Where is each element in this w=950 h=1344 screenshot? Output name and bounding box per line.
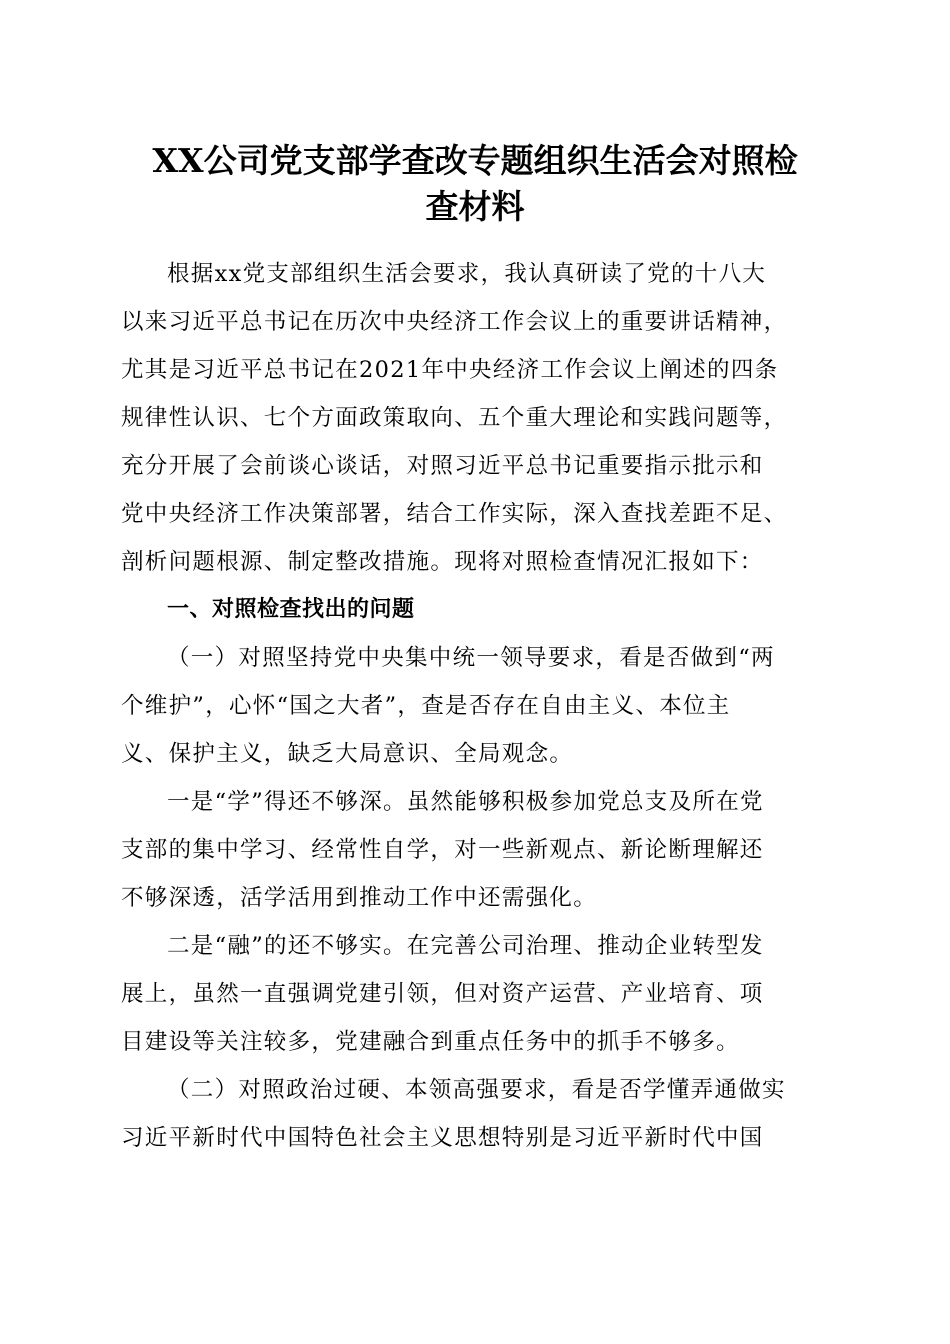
body-line: 习近平新时代中国特色社会主义思想特别是习近平新时代中国 [121,1125,764,1151]
section-heading: 一、对照检查找出的问题 [167,597,415,622]
body-line: 尤其是习近平总书记在2021年中央经济工作会议上阐述的四条 [121,357,779,383]
body-line: 充分开展了会前谈心谈话，对照习近平总书记重要指示批示和 [121,453,764,479]
body-line: （二）对照政治过硬、本领高强要求，看是否学懂弄通做实 [167,1077,786,1103]
body-line: 支部的集中学习、经常性自学，对一些新观点、新论断理解还 [121,837,764,863]
body-line: 个维护”，心怀“国之大者”，查是否存在自由主义、本位主 [121,693,731,719]
body-line: 二是“融”的还不够实。在完善公司治理、推动企业转型发 [167,933,764,959]
body-line: 根据xx党支部组织生活会要求，我认真研读了党的十八大 [167,261,767,287]
body-line: 义、保护主义，缺乏大局意识、全局观念。 [121,741,574,767]
body-line: 展上，虽然一直强调党建引领，但对资产运营、产业培育、项 [121,981,764,1007]
body-line: 剖析问题根源、制定整改措施。现将对照检查情况汇报如下： [121,549,764,575]
body-line: 党中央经济工作决策部署，结合工作实际，深入查找差距不足、 [121,501,788,527]
body-line: 以来习近平总书记在历次中央经济工作会议上的重要讲话精神， [121,309,788,335]
document-body [121,250,831,1162]
body-line: 目建设等关注较多，党建融合到重点任务中的抓手不够多。 [121,1029,740,1055]
title-line-1: XX公司党支部学查改专题组织生活会对照检 [152,141,798,180]
body-line: （一）对照坚持党中央集中统一领导要求，看是否做到“两 [167,645,775,671]
body-line: 一是“学”得还不够深。虽然能够积极参加党总支及所在党 [167,789,764,815]
document-title [110,138,840,230]
body-line: 规律性认识、七个方面政策取向、五个重大理论和实践问题等， [121,405,788,431]
body-line: 不够深透，活学活用到推动工作中还需强化。 [121,885,598,911]
title-line-2: 查材料 [425,187,525,226]
